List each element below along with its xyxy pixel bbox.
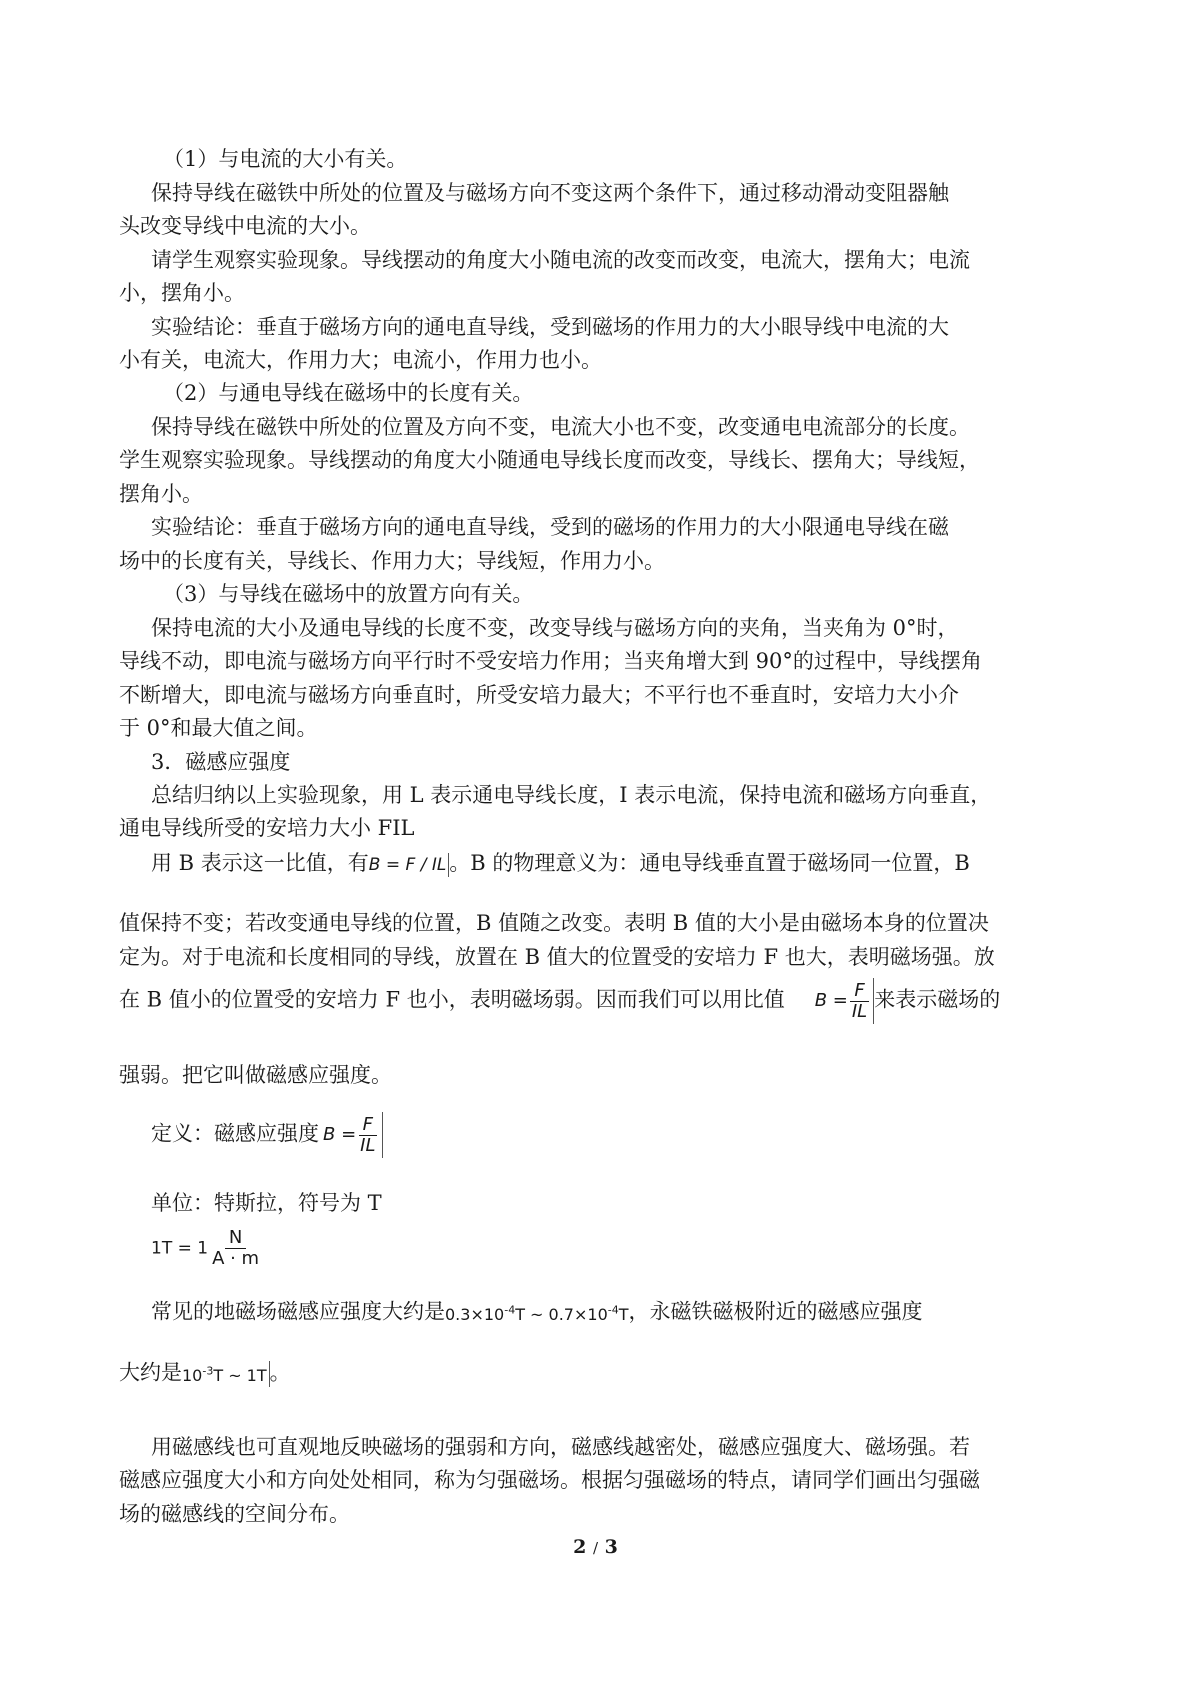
fraction-denominator: IL [360, 1134, 376, 1156]
page-separator: / [592, 1539, 599, 1557]
unit-formula [151, 1228, 263, 1269]
paragraph-line: 实验结论：垂直于磁场方向的通电直导线，受到的磁场的作用力的大小限通电导线在磁 [151, 515, 949, 539]
paragraph-line: 用磁感线也可直观地反映磁场的强弱和方向，磁感线越密处，磁感应强度大、磁场强。若 [151, 1435, 970, 1459]
paragraph-line: 强弱。把它叫做磁感应强度。 [119, 1063, 392, 1087]
paragraph-line: 小有关，电流大，作用力大；电流小，作用力也小。 [119, 348, 602, 372]
fraction-numerator: F [359, 1115, 377, 1136]
ratio-text-after: 。B 的物理意义为：通电导线垂直置于磁场同一位置，B [449, 851, 970, 875]
unit-line: 单位：特斯拉，符号为 T [151, 1191, 382, 1215]
paragraph-line: 导线不动，即电流与磁场方向平行时不受安培力作用；当夹角增大到 90°的过程中，导线摆角 [119, 649, 982, 673]
paragraph-line: 保持电流的大小及通电导线的长度不变，改变导线与磁场方向的夹角，当夹角为 0°时， [151, 616, 959, 640]
earth-field-line [151, 1296, 923, 1330]
section-heading-magnetic-induction: 3．磁感应强度 [151, 750, 291, 774]
paragraph-line: 学生观察实验现象。导线摆动的角度大小随通电导线长度而改变，导线长、摆角大；导线短， [119, 448, 980, 472]
compare-fraction [848, 981, 871, 1022]
definition-formula-lhs: B = [323, 1124, 357, 1145]
paragraph-line: 通电导线所受的安培力大小 FIL [119, 816, 415, 840]
definition-label: 定义：磁感应强度 [151, 1121, 319, 1146]
compare-formula-lhs: B = [814, 990, 848, 1011]
section-heading-2: （2）与通电导线在磁场中的长度有关。 [163, 381, 534, 405]
compare-text-before: 在 B 值小的位置受的安培力 F 也小，表明磁场弱。因而我们可以用比值 [119, 987, 785, 1012]
page-total: 3 [604, 1536, 618, 1558]
paragraph-line: 场的磁感线的空间分布。 [119, 1502, 350, 1526]
definition-line [151, 1112, 383, 1158]
magnet-field-range: $10^{-3}T$ ~ 1T [182, 1365, 267, 1386]
paragraph-line: 定为。对于电流和长度相同的导线，放置在 B 值大的位置受的安培力 F 也大，表明磁场强。放 [119, 945, 995, 969]
magnet-text-after: 。 [269, 1360, 291, 1385]
section-heading-1: （1）与电流的大小有关。 [163, 147, 408, 171]
page-current: 2 [573, 1536, 587, 1558]
unit-fraction [208, 1228, 263, 1269]
paragraph-line: 总结归纳以上实验现象，用 L 表示通电导线长度，I 表示电流，保持电流和磁场方向垂直， [151, 783, 992, 807]
section-heading-3: （3）与导线在磁场中的放置方向有关。 [163, 582, 534, 606]
fraction-numerator: N [225, 1228, 246, 1249]
paragraph-line: 小，摆角小。 [119, 281, 245, 305]
paragraph-line: 摆角小。 [119, 482, 203, 506]
formula-cursor-mark [382, 1112, 383, 1158]
paragraph-line: 实验结论：垂直于磁场方向的通电直导线，受到磁场的作用力的大小眼导线中电流的大 [151, 315, 949, 339]
fraction-denominator: IL [851, 1000, 868, 1022]
paragraph-line: 磁感应强度大小和方向处处相同，称为匀强磁场。根据匀强磁场的特点，请同学们画出匀强磁 [119, 1468, 980, 1492]
paragraph-line: 保持导线在磁铁中所处的位置及与磁场方向不变这两个条件下，通过移动滑动变阻器触 [151, 181, 949, 205]
compare-line [119, 978, 1000, 1024]
unit-formula-lhs: 1T = 1 [151, 1238, 209, 1259]
compare-text-after: 来表示磁场的 [874, 987, 1001, 1012]
earth-text-before: 常见的地磁场磁感应强度大约是 [151, 1299, 445, 1324]
magnet-text-before: 大约是 [119, 1360, 182, 1385]
fraction-denominator: A · m [212, 1248, 260, 1269]
ratio-line [151, 848, 970, 880]
paragraph-line: 头改变导线中电流的大小。 [119, 214, 371, 238]
earth-text-after: ，永磁铁磁极附近的磁感应强度 [628, 1299, 923, 1324]
paragraph-line: 场中的长度有关，导线长、作用力大；导线短，作用力小。 [119, 549, 665, 573]
magnet-field-line [119, 1357, 291, 1391]
fraction-numerator: F [850, 981, 868, 1002]
paragraph-line: 不断增大，即电流与磁场方向垂直时，所受安培力最大；不平行也不垂直时，安培力大小介 [119, 683, 959, 707]
paragraph-line: 保持导线在磁铁中所处的位置及方向不变，电流大小也不变，改变通电电流部分的长度。 [151, 415, 970, 439]
page-number [0, 1536, 1191, 1558]
paragraph-line: 于 0°和最大值之间。 [119, 716, 318, 740]
ratio-formula: B = F / IL [368, 854, 447, 875]
definition-fraction [356, 1115, 379, 1156]
earth-field-range: $0.3\times 10^{-4}T$ ~ $0.7\times 10^{-4}T$ [445, 1304, 629, 1325]
ratio-text-before: 用 B 表示这一比值，有 [151, 851, 369, 875]
paragraph-line: 请学生观察实验现象。导线摆动的角度大小随电流的改变而改变，电流大，摆角大；电流 [151, 248, 970, 272]
paragraph-line: 值保持不变；若改变通电导线的位置，B 值随之改变。表明 B 值的大小是由磁场本身的位置决 [119, 911, 989, 935]
